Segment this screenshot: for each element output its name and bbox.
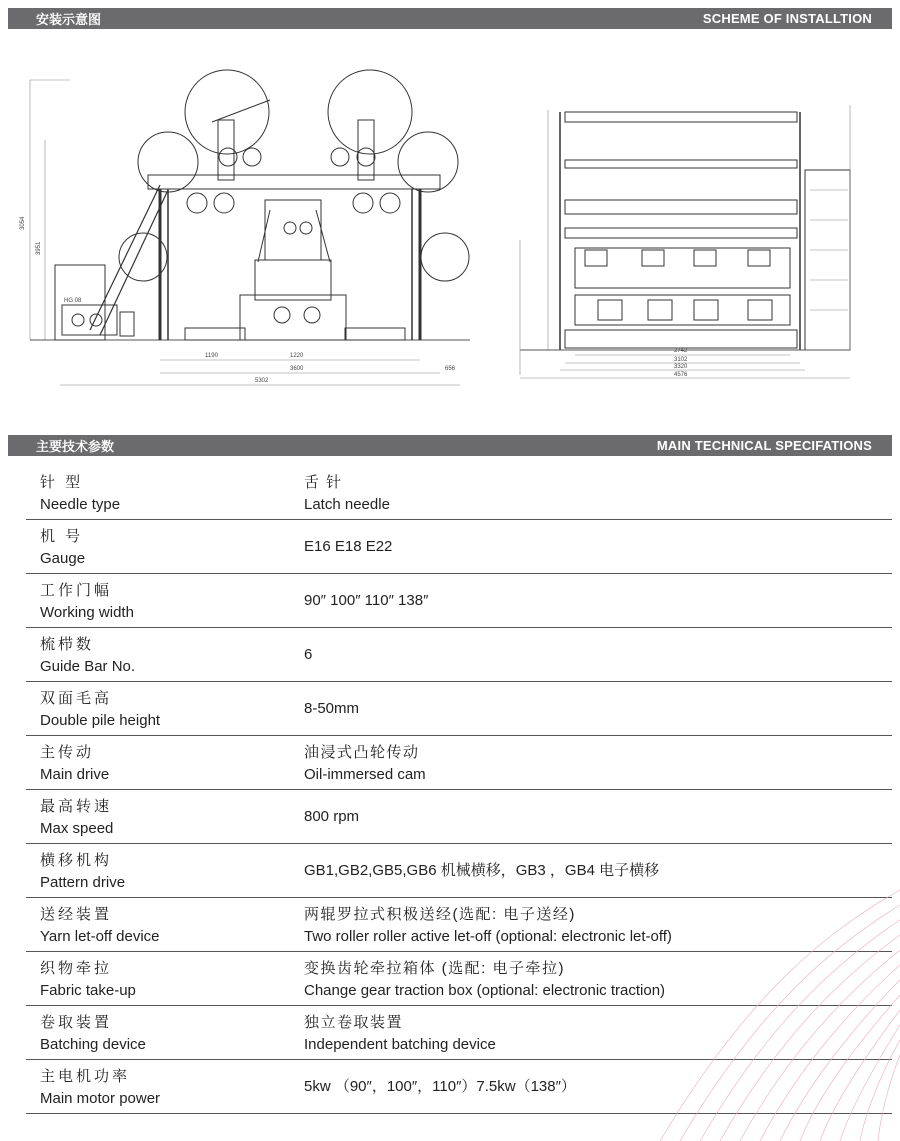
dim-label: 3951 bbox=[36, 241, 42, 255]
spec-label-en: Guide Bar No. bbox=[40, 658, 136, 675]
dim-label: 1220 bbox=[290, 353, 304, 359]
spec-value-en: GB1,GB2,GB5,GB6 机械横移，GB3 ，GB4 电子横移 bbox=[304, 862, 660, 879]
dim-label: 3320 bbox=[674, 364, 688, 370]
section-title-cn: 主要技术参数 bbox=[36, 439, 115, 454]
spec-value-cn: 独立卷取装置 bbox=[304, 1014, 404, 1031]
spec-label-cn: 主电机功率 bbox=[40, 1068, 131, 1085]
spec-value-en: 6 bbox=[304, 646, 313, 663]
spec-label-cn: 送经装置 bbox=[40, 906, 113, 923]
spec-value-cn: 变换齿轮牵拉箱体 (选配: 电子牵拉) bbox=[304, 960, 565, 977]
spec-row-gauge bbox=[26, 520, 892, 574]
spec-label-cn: 针 型 bbox=[40, 474, 84, 491]
spec-label-en: Double pile height bbox=[40, 712, 161, 729]
spec-value-cn: 舌 针 bbox=[304, 474, 343, 491]
spec-label-cn: 机 号 bbox=[40, 528, 84, 545]
spec-label-cn: 双面毛高 bbox=[40, 690, 113, 707]
spec-row-batching bbox=[26, 1006, 892, 1060]
spec-value-cn: 油浸式凸轮传动 bbox=[304, 744, 420, 761]
section-title-en: SCHEME OF INSTALLTION bbox=[702, 11, 872, 26]
spec-value-en: Two roller roller active let-off (optional: electronic let-off) bbox=[304, 928, 672, 945]
spec-value-en: Independent batching device bbox=[304, 1036, 496, 1053]
spec-label-en: Yarn let-off device bbox=[40, 928, 160, 945]
spec-label-en: Batching device bbox=[40, 1036, 146, 1053]
dim-label: 5302 bbox=[255, 378, 269, 384]
spec-value-en: 800 rpm bbox=[304, 808, 360, 825]
spec-label-cn: 横移机构 bbox=[40, 852, 113, 869]
spec-value-en: 90″ 100″ 110″ 138″ bbox=[304, 592, 429, 609]
dim-label: 656 bbox=[445, 366, 456, 372]
spec-row-pile-height bbox=[26, 682, 892, 736]
spec-value-en: 5kw （90″，100″，110″）7.5kw（138″） bbox=[304, 1078, 576, 1095]
spec-label-cn: 卷取装置 bbox=[40, 1014, 113, 1031]
spec-value-en: 8-50mm bbox=[304, 700, 360, 717]
spec-row-working-width bbox=[26, 574, 892, 628]
spec-label-cn: 最高转速 bbox=[40, 798, 113, 815]
spec-value-en: Oil-immersed cam bbox=[304, 766, 426, 783]
spec-label-en: Fabric take-up bbox=[40, 982, 136, 999]
front-view-drawing bbox=[30, 70, 470, 385]
section-header-installation bbox=[8, 8, 892, 29]
spec-row-main-drive bbox=[26, 736, 892, 790]
section-header-specs bbox=[8, 435, 892, 456]
dim-label: 2742 bbox=[674, 348, 688, 354]
installation-drawings bbox=[0, 30, 900, 435]
spec-table bbox=[26, 466, 892, 1114]
spec-value-cn: 两辊罗拉式积极送经(选配: 电子送经) bbox=[304, 906, 576, 923]
section-title-en: MAIN TECHNICAL SPECIFATIONS bbox=[656, 438, 872, 453]
spec-label-cn: 梳栉数 bbox=[40, 636, 95, 653]
spec-label-cn: 织物牵拉 bbox=[40, 960, 113, 977]
spec-row-let-off bbox=[26, 898, 892, 952]
dim-label: 4576 bbox=[674, 372, 688, 378]
spec-row-take-up bbox=[26, 952, 892, 1006]
dim-label: 3054 bbox=[20, 216, 26, 230]
spec-label-en: Gauge bbox=[40, 550, 86, 567]
dim-label: 3102 bbox=[674, 357, 688, 363]
spec-label-en: Needle type bbox=[40, 496, 121, 513]
dim-label: 3600 bbox=[290, 366, 304, 372]
spec-value-en: E16 E18 E22 bbox=[304, 538, 393, 555]
spec-row-needle-type bbox=[26, 466, 892, 520]
spec-label-en: Working width bbox=[40, 604, 134, 621]
spec-label-en: Pattern drive bbox=[40, 874, 126, 891]
side-view-drawing bbox=[520, 105, 850, 378]
spec-value-en: Latch needle bbox=[304, 496, 390, 513]
spec-label-en: Main motor power bbox=[40, 1090, 161, 1107]
spec-label-cn: 主传动 bbox=[40, 744, 95, 761]
model-tag: HG 08 bbox=[64, 298, 82, 304]
spec-row-max-speed bbox=[26, 790, 892, 844]
section-title-cn: 安装示意图 bbox=[36, 12, 102, 27]
spec-label-en: Main drive bbox=[40, 766, 110, 783]
dim-label: 1190 bbox=[205, 353, 218, 359]
spec-row-motor-power bbox=[26, 1060, 892, 1114]
spec-row-guide-bar bbox=[26, 628, 892, 682]
spec-label-cn: 工作门幅 bbox=[40, 582, 113, 599]
spec-row-pattern-drive bbox=[26, 844, 892, 898]
spec-value-en: Change gear traction box (optional: electronic traction) bbox=[304, 982, 666, 999]
spec-label-en: Max speed bbox=[40, 820, 114, 837]
